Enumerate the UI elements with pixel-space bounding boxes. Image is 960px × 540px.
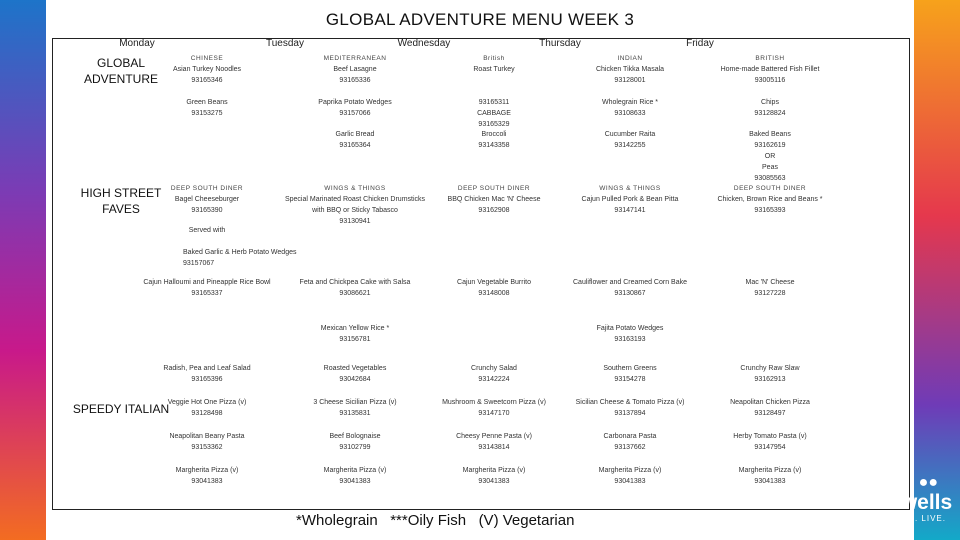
decorative-stripe-right	[914, 0, 960, 540]
item-code: 93137894	[614, 410, 646, 417]
dish-name: Roasted Vegetables	[323, 365, 387, 372]
item-code: 93085563	[754, 175, 786, 182]
item-code: 93128497	[754, 410, 786, 417]
dish-name: Cajun Halloumi and Pineapple Rice Bowl	[143, 279, 271, 286]
item-code: 93128001	[614, 77, 646, 84]
item-code: 93165396	[191, 376, 223, 383]
dish-name: Baked Beans 93162619 OR Peas	[749, 131, 791, 171]
dish-name: Bagel Cheeseburger	[174, 196, 240, 203]
item-code: 93127228	[754, 290, 786, 297]
dish-name: Carbonara Pasta	[603, 433, 657, 440]
dish-name: Garlic Bread	[335, 131, 375, 138]
menu-cell	[132, 465, 282, 487]
menu-cell	[695, 53, 845, 86]
decorative-stripe-left	[0, 0, 46, 540]
item-code: 93142224	[478, 376, 510, 383]
item-code: 93153362	[191, 444, 223, 451]
menu-cell	[419, 465, 569, 487]
item-code: 93165364	[339, 142, 371, 149]
menu-cell	[132, 397, 282, 419]
dish-name: Mac 'N' Cheese	[745, 279, 795, 286]
dish-name: 3 Cheese Sicilian Pizza (v)	[313, 399, 397, 406]
item-code: 93165346	[191, 77, 223, 84]
item-code: 93128824	[754, 110, 786, 117]
menu-cell	[555, 97, 705, 119]
menu-cell	[419, 363, 569, 385]
dish-name: Chicken, Brown Rice and Beans *	[717, 196, 823, 203]
item-code: 93148008	[478, 290, 510, 297]
item-code: 93128498	[191, 410, 223, 417]
item-code: 93143814	[478, 444, 510, 451]
item-code: 93157067	[183, 260, 215, 267]
item-code: 93005116	[754, 77, 786, 84]
day-header-wednesday: Wednesday	[397, 38, 451, 49]
item-code: 93153275	[191, 110, 223, 117]
item-code: 93165390	[191, 207, 223, 214]
dish-name: Wholegrain Rice *	[601, 99, 659, 106]
menu-title: GLOBAL ADVENTURE MENU WEEK 3	[325, 10, 635, 29]
served-with-label: Served with	[188, 227, 226, 234]
dish-name: Roast Turkey	[473, 66, 515, 73]
item-code: 93137662	[614, 444, 646, 451]
dish-name: Baked Garlic & Herb Potato Wedges	[183, 249, 297, 256]
item-code: 93041383	[754, 478, 786, 485]
cuisine-tag: DEEP SOUTH DINER	[457, 185, 531, 192]
menu-cell	[555, 431, 705, 453]
menu-cell	[555, 465, 705, 487]
section-global-adventure: GLOBAL ADVENTURE	[83, 56, 158, 86]
menu-cell	[419, 97, 569, 130]
item-code: 93041383	[478, 478, 510, 485]
menu-cell	[555, 323, 705, 345]
menu-cell	[280, 129, 430, 151]
dish-name: Margherita Pizza (v)	[462, 467, 526, 474]
menu-cell	[419, 183, 569, 216]
dish-name: Neapolitan Chicken Pizza	[730, 399, 810, 406]
dish-name: Mushroom & Sweetcorn Pizza (v)	[442, 399, 546, 406]
section-high-street-faves: HIGH STREET FAVES	[80, 186, 162, 216]
dish-name: Herby Tomato Pasta (v)	[733, 433, 807, 440]
dish-name: Margherita Pizza (v)	[738, 467, 802, 474]
day-header-tuesday: Tuesday	[266, 38, 304, 49]
item-code: 93042684	[339, 376, 371, 383]
wedges-cell	[183, 247, 313, 269]
menu-cell	[280, 465, 430, 487]
cuisine-tag: CHINESE	[190, 55, 224, 62]
item-code: 93102799	[339, 444, 371, 451]
dish-name: Cucumber Raita	[604, 131, 656, 138]
dish-name: Green Beans	[186, 99, 228, 106]
dish-name: Southern Greens	[603, 365, 657, 372]
dish-name: Beef Lasagne	[333, 66, 377, 73]
menu-cell	[555, 277, 705, 299]
dish-name: Paprika Potato Wedges	[318, 99, 392, 106]
item-code: 93163193	[614, 336, 646, 343]
cuisine-tag: British	[483, 55, 505, 62]
dish-name: Broccoli	[481, 131, 507, 138]
item-code: 93041383	[191, 478, 223, 485]
day-header-monday: Monday	[119, 38, 155, 49]
dish-name: Crunchy Salad	[471, 365, 517, 372]
item-code: 93154278	[614, 376, 646, 383]
dish-name: Crunchy Raw Slaw	[740, 365, 800, 372]
menu-cell	[280, 277, 430, 299]
menu-cell	[555, 183, 705, 216]
menu-cell	[695, 397, 845, 419]
menu-cell	[695, 465, 845, 487]
item-code: 93130867	[614, 290, 646, 297]
menu-cell	[132, 277, 282, 299]
dish-name: Margherita Pizza (v)	[175, 467, 239, 474]
menu-cell	[280, 431, 430, 453]
cuisine-tag: MEDITERRANEAN	[323, 55, 387, 62]
menu-cell	[695, 183, 845, 216]
menu-cell	[280, 183, 430, 227]
dish-name: Cheesy Penne Pasta (v)	[456, 433, 532, 440]
dish-name: Cauliflower and Creamed Corn Bake	[573, 279, 687, 286]
dish-name: Cajun Vegetable Burrito	[457, 279, 531, 286]
item-code: 93108633	[614, 110, 646, 117]
logo-mark-icon: ●●	[918, 474, 938, 491]
item-code: 93162913	[754, 376, 786, 383]
menu-cell	[132, 363, 282, 385]
dish-name: Neapolitan Beany Pasta	[169, 433, 245, 440]
dish-name: Sicilian Cheese & Tomato Pizza (v)	[575, 399, 685, 406]
menu-cell	[419, 431, 569, 453]
cuisine-tag: WINGS & THINGS	[324, 185, 386, 192]
item-code: 93135831	[339, 410, 371, 417]
dish-name: Chips	[761, 99, 779, 106]
dish-name: Margherita Pizza (v)	[598, 467, 662, 474]
menu-cell	[132, 183, 282, 216]
menu-cell	[132, 431, 282, 453]
menu-cell	[695, 97, 845, 119]
item-code: 93156781	[339, 336, 371, 343]
item-code: 93165337	[191, 290, 223, 297]
menu-cell	[419, 53, 569, 75]
item-code: 93165393	[754, 207, 786, 214]
item-code: 93147170	[478, 410, 510, 417]
dish-name: BBQ Chicken Mac 'N' Cheese	[447, 196, 541, 203]
menu-cell	[555, 129, 705, 151]
dish-name: Special Marinated Roast Chicken Drumsticks with BBQ or Sticky Tabasco	[284, 196, 426, 214]
item-code: 93041383	[614, 478, 646, 485]
cuisine-tag: INDIAN	[617, 55, 643, 62]
dish-name: Margherita Pizza (v)	[323, 467, 387, 474]
item-code: 93162908	[478, 207, 510, 214]
item-code: 93157066	[339, 110, 371, 117]
dish-name: 93165311 CABBAGE 93165329	[477, 99, 511, 128]
menu-cell	[280, 53, 430, 86]
menu-cell	[419, 397, 569, 419]
dish-name: Fajita Potato Wedges	[596, 325, 664, 332]
dish-name: Radish, Pea and Leaf Salad	[163, 365, 251, 372]
item-code: 93165336	[339, 77, 371, 84]
cuisine-tag: WINGS & THINGS	[599, 185, 661, 192]
dish-name: Chicken Tikka Masala	[595, 66, 665, 73]
menu-cell	[280, 363, 430, 385]
dish-name: Home-made Battered Fish Fillet	[720, 66, 820, 73]
menu-cell	[695, 431, 845, 453]
menu-sheet	[46, 0, 914, 540]
dish-name: Veggie Hot One Pizza (v)	[167, 399, 247, 406]
menu-cell	[555, 397, 705, 419]
item-code: 93130941	[339, 218, 371, 225]
item-code: 93086621	[339, 290, 371, 297]
menu-cell	[280, 397, 430, 419]
day-header-friday: Friday	[686, 38, 714, 49]
item-code: 93143358	[478, 142, 510, 149]
menu-cell	[695, 129, 845, 184]
dish-name: Feta and Chickpea Cake with Salsa	[299, 279, 411, 286]
dish-name: Asian Turkey Noodles	[172, 66, 242, 73]
menu-cell	[555, 53, 705, 86]
item-code: 93147141	[614, 207, 646, 214]
logo-name: Chartwells	[846, 491, 953, 514]
cuisine-tag: BRITISH	[755, 55, 785, 62]
menu-cell	[280, 323, 430, 345]
dish-name: Mexican Yellow Rice *	[320, 325, 390, 332]
logo-tagline: EAT. LEARN. LIVE.	[859, 514, 946, 523]
menu-cell	[132, 53, 282, 86]
item-code: 93041383	[339, 478, 371, 485]
menu-cell	[695, 277, 845, 299]
menu-cell	[419, 277, 569, 299]
dish-name: Cajun Pulled Pork & Bean Pitta	[581, 196, 679, 203]
menu-cell	[555, 363, 705, 385]
day-header-thursday: Thursday	[539, 38, 581, 49]
cuisine-tag: DEEP SOUTH DINER	[733, 185, 807, 192]
chartwells-logo	[846, 474, 953, 523]
item-code: 93147954	[754, 444, 786, 451]
menu-cell	[695, 363, 845, 385]
menu-grid	[52, 38, 910, 510]
section-speedy-italian: SPEEDY ITALIAN	[72, 402, 170, 416]
legend: *Wholegrain ***Oily Fish (V) Vegetarian	[296, 512, 575, 529]
menu-cell	[132, 97, 282, 119]
dish-name: Beef Bolognaise	[329, 433, 381, 440]
item-code: 93142255	[614, 142, 646, 149]
cuisine-tag: DEEP SOUTH DINER	[170, 185, 244, 192]
menu-cell	[280, 97, 430, 119]
menu-cell	[419, 129, 569, 151]
